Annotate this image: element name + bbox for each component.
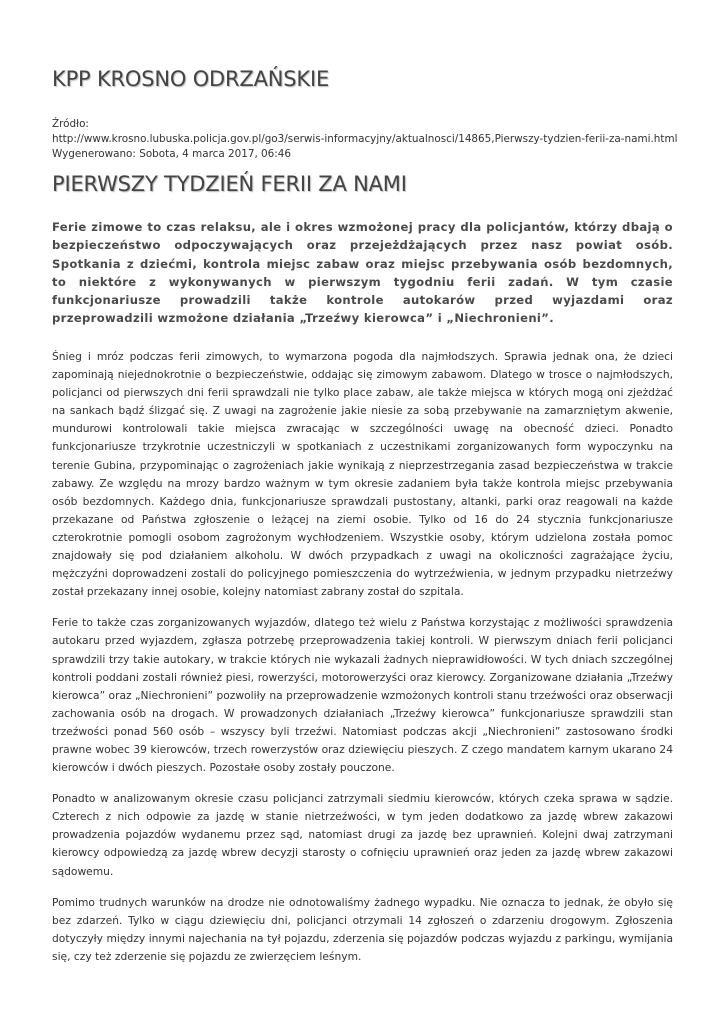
article-paragraph: Ferie to także czas zorganizowanych wyjazdów, dlatego też wielu z Państwa korzystając z możliwości sprawdzenia autokaru przed wyjazdem, zgłasza potrzebę przeprowadzenia takiej kontroli. W pierwszym dniach ferii policjanci sprawdzili trzy takie autokary, w trakcie których nie wykazali żadnych nieprawidłowości. W tych dniach szczególnej kontroli poddani zostali również piesi, rowerzyści, motorowerzyści oraz kierowcy. Zorganizowane działania „Trzeźwy kierowca” oraz „Niechronieni” pozwoliły na przeprowadzenie wzmożonych kontroli stanu trzeźwości oraz obserwacji zachowania osób na drogach. W prowadzonych działaniach „Trzeźwy kierowca” funkcjonariusze sprawdzili stan trzeźwości ponad 560 osób – wszyscy byli trzeźwi. Natomiast podczas akcji „Niechronieni” zastosowano środki prawne wobec 39 kierowców, trzech rowerzystów oraz dziewięciu pieszych. Z czego mandatem karnym ukarano 24 kierowców i dwóch pieszych. Pozostałe osoby zostały pouczone. <box>52 616 674 775</box>
article-lead: Ferie zimowe to czas relaksu, ale i okres wzmożonej pracy dla policjantów, którzy dbają o bezpieczeństwo odpoczywających oraz przejeżdżających przez nasz powiat osób. Spotkania z dziećmi, kontrola miejsc zabaw oraz miejsc przebywania osób bezdomnych, to niektóre z wykonywanych w pierwszym tygodniu ferii zadań. W tym czasie funkcjonariusze prowadzili także kontrole autokarów przed wyjazdami oraz przeprowadzili wzmożone działania „Trzeźwy kierowca” i „Niechronieni”. <box>52 220 673 326</box>
generated-date: Wygenerowano: Sobota, 4 marca 2017, 06:46 <box>52 148 291 160</box>
article-paragraph: Śnieg i mróz podczas ferii zimowych, to wymarzona pogoda dla najmłodszych. Sprawia jednak ona, że dzieci zapominają niejednokrotnie o bezpieczeństwie, oddając się zimowym zabawom. Dlatego w trosce o najmłodszych, policjanci od pierwszych dni ferii sprawdzali nie tylko place zabaw, ale także miejsca w których mogą oni zjeżdżać na sankach bądź ślizgać się. Z uwagi na zagrożenie jakie niesie za sobą przebywanie na zamarzniętym akwenie, mundurowi kontrolowali takie miejsca zwracając w szczególności uwagę na obecność dzieci. Ponadto funkcjonariusze trzykrotnie uczestniczyli w spotkaniach z uczestnikami zorganizowanych form wypoczynku na terenie Gubina, przypominając o zagrożeniach jakie wynikają z nieprzestrzegania zasad bezpieczeństwa w trakcie zabawy. Ze względu na mrozy bardzo ważnym w tym okresie zadaniem była także kontrola miejsc przebywania osób bezdomnych. Każdego dnia, funkcjonariusze sprawdzali pustostany, altanki, parki oraz reagowali na każde przekazane od Państwa zgłoszenie o leżącej na ziemi osobie. Tylko od 16 do 24 stycznia funkcjonariusze czterokrotnie pomogli osobom zagrożonym wychłodzeniem. Wszystkie osoby, którym udzielona została pomoc znajdowały się pod działaniem alkoholu. W dwóch przypadkach z uwagi na okoliczności zagrażające życiu, mężczyźni doprowadzeni zostali do policyjnego pomieszczenia do wytrzeźwienia, w jednym przypadku nietrzeźwy został przekazany innej osobie, kolejny natomiast zabrany został do szpitala. <box>52 350 673 599</box>
article-paragraph: Ponadto w analizowanym okresie czasu policjanci zatrzymali siedmiu kierowców, których czeka sprawa w sądzie. Czterech z nich odpowie za jazdę w stanie nietrzeźwości, w tym jeden dodatkowo za jazdę wbrew zakazowi prowadzenia pojazdów wydanemu przez sąd, natomiast drugi za jazdę bez uprawnień. Kolejni dwaj zatrzymani kierowcy odpowiedzą za jazdę wbrew decyzji starosty o cofnięciu uprawnień oraz jeden za jazdę wbrew zakazowi sądowemu. <box>52 792 673 878</box>
source-url: http://www.krosno.lubuska.policja.gov.pl/go3/serwis-informacyjny/aktualnosci/14865,Pierwszy-tydzien-ferii-za-nami.html <box>52 133 678 145</box>
document-meta <box>52 117 692 162</box>
article-body <box>52 348 673 979</box>
article-paragraph: Pomimo trudnych warunków na drodze nie odnotowaliśmy żadnego wypadku. Nie oznacza to jednak, że obyło się bez zdarzeń. Tylko w ciągu dziewięciu dni, policjanci otrzymali 14 zgłoszeń o zdarzeniu drogowym. Zgłoszenia dotyczyły między innymi najechania na tył pojazdu, zderzenia się pojazdów podczas wyjazdu z parkingu, wymijania się, czy też zderzenie się pojazdu ze zwierzęciem leśnym. <box>52 895 673 963</box>
source-label: Źródło: <box>52 118 89 130</box>
site-title: KPP KROSNO ODRZAŃSKIE <box>52 67 330 91</box>
article-title: PIERWSZY TYDZIEŃ FERII ZA NAMI <box>52 172 407 196</box>
